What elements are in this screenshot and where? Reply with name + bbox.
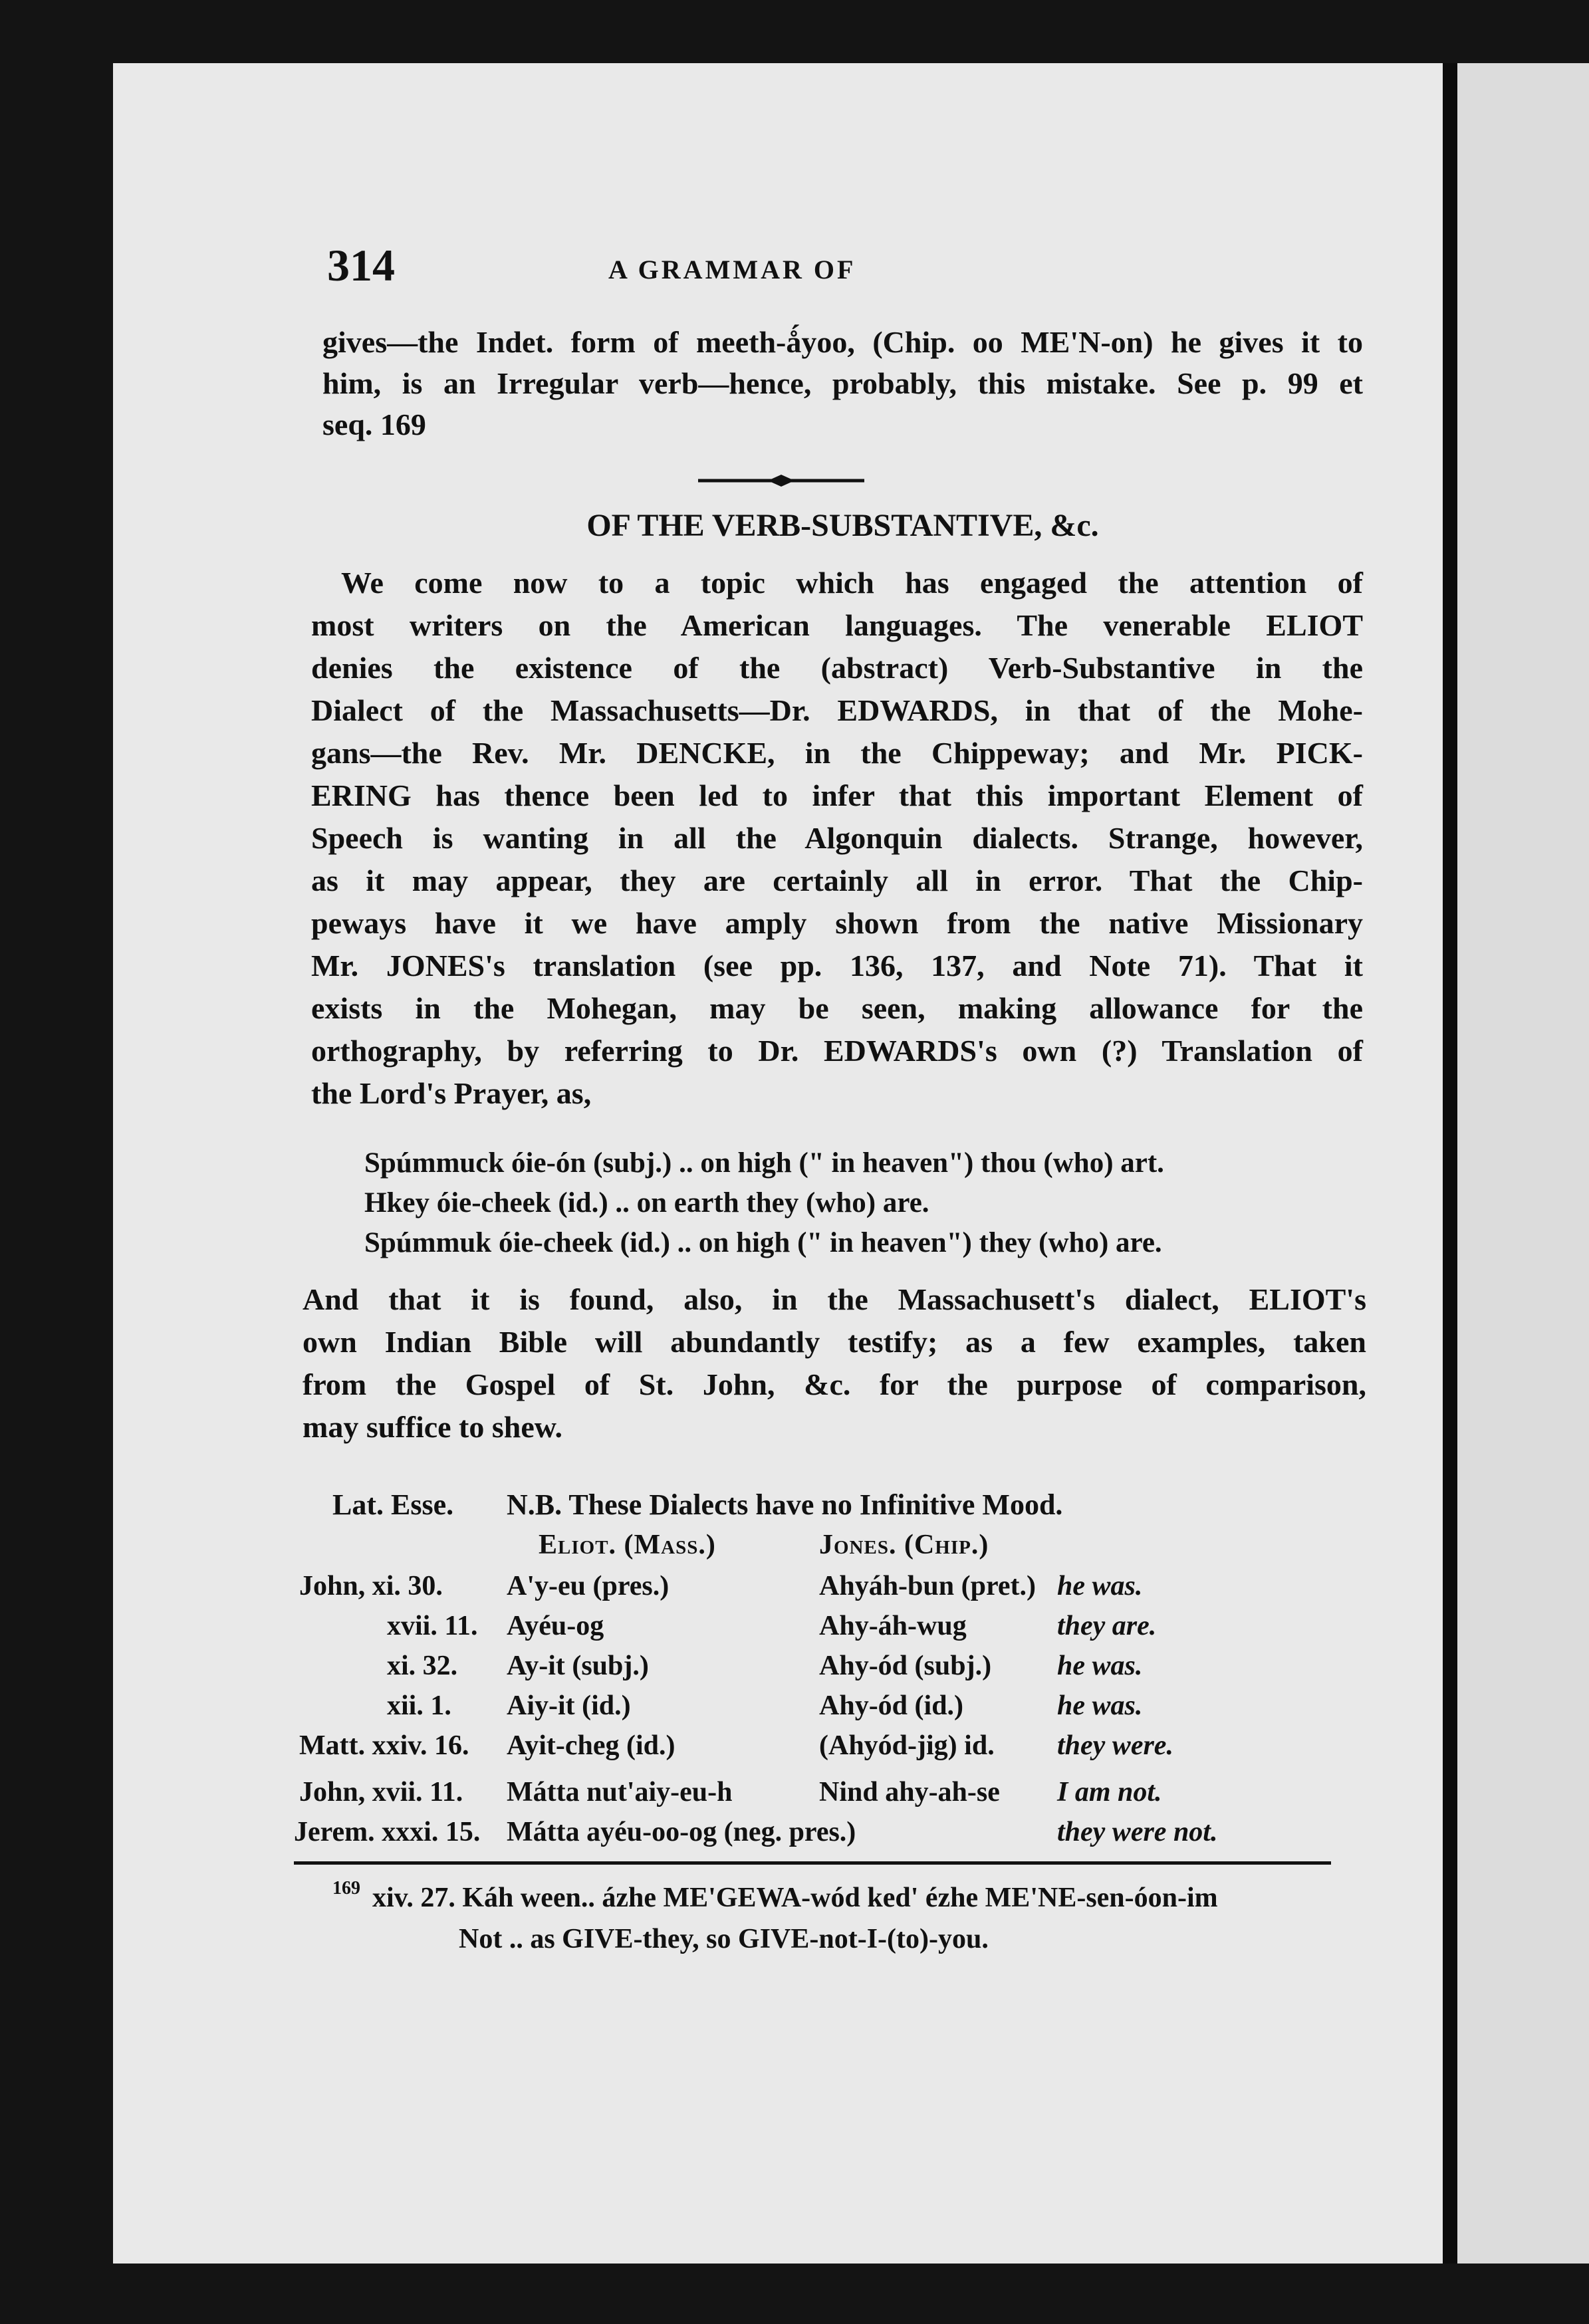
row-english: they were not. [1057, 1817, 1218, 1847]
row-jones: Ahy-ód (subj.) [819, 1651, 992, 1681]
example-line: Hkey óie-cheek (id.) .. on earth they (who) are. [364, 1187, 929, 1219]
paragraph-line: may suffice to shew. [303, 1410, 562, 1444]
intro-line: him, is an Irregular verb—hence, probably, this mistake. See p. 99 et [322, 366, 1363, 400]
paragraph-line: from the Gospel of St. John, &c. for the purpose of comparison, [303, 1367, 1366, 1401]
paragraph-line: as it may appear, they are certainly all in error. That the Chip- [311, 864, 1363, 897]
paragraph-line: Speech is wanting in all the Algonquin dialects. Strange, however, [311, 821, 1363, 855]
row-eliot: Ayéu-og [507, 1611, 604, 1641]
paragraph-line: the Lord's Prayer, as, [311, 1076, 592, 1110]
paragraph-line: ERING has thence been led to infer that this important Element of [311, 778, 1363, 812]
row-jones: (Ahyód-jig) id. [819, 1730, 995, 1761]
row-reference: xvii. 11. [387, 1611, 478, 1641]
example-line: Spúmmuck óie-ón (subj.) .. on high (" in heaven") thou (who) art. [364, 1147, 1164, 1179]
paragraph-line: We come now to a topic which has engaged the attention of [341, 566, 1363, 600]
book-spine-shadow [1443, 63, 1457, 2264]
book-page [113, 63, 1443, 2264]
table-note: N.B. These Dialects have no Infinitive Mood. [507, 1488, 1063, 1521]
column-header-eliot: Eliot. (Mass.) [539, 1530, 716, 1560]
row-jones: Ahy-ód (id.) [819, 1690, 964, 1721]
paragraph-line: peways have it we have amply shown from the native Missionary [311, 906, 1363, 940]
row-eliot: Mátta nut'aiy-eu-h [507, 1777, 733, 1807]
ornament-divider [698, 474, 864, 487]
row-english: they are. [1057, 1611, 1157, 1641]
paragraph-2 [303, 1280, 1366, 1459]
footnote [332, 1878, 1370, 1971]
footnote-line: Not .. as GIVE-they, so GIVE-not-I-(to)-you. [459, 1924, 989, 1954]
column-header-jones: Jones. (Chip.) [819, 1530, 989, 1560]
row-eliot: Mátta ayéu-oo-og (neg. pres.) [507, 1817, 856, 1847]
intro-line: gives—the Indet. form of meeth-ǻyoo, (Chip. oo ME'N-on) he gives it to [322, 325, 1363, 359]
prayer-examples [364, 1143, 1362, 1276]
row-english: they were. [1057, 1730, 1173, 1761]
row-reference: Matt. xxiv. 16. [299, 1730, 469, 1761]
row-reference: xi. 32. [387, 1651, 458, 1681]
running-title: A GRAMMAR OF [608, 255, 856, 285]
row-jones: Ahy-áh-wug [819, 1611, 967, 1641]
footnote-line: xiv. 27. Káh ween.. ázhe ME'GEWA-wód ked' ézhe ME'NE-sen-óon-im [372, 1883, 1218, 1913]
row-eliot: A'y-eu (pres.) [507, 1571, 670, 1601]
paragraph-line: And that it is found, also, in the Massachusett's dialect, ELIOT's [303, 1282, 1366, 1316]
row-english: he was. [1057, 1651, 1143, 1681]
table-lat-label: Lat. Esse. [332, 1488, 454, 1521]
row-jones: Ahyáh-bun (pret.) [819, 1571, 1036, 1601]
paragraph-line: denies the existence of the (abstract) Verb-Substantive in the [311, 651, 1363, 685]
paragraph-line: most writers on the American languages. The venerable ELIOT [311, 608, 1363, 642]
diamond-rule-icon [698, 474, 864, 487]
row-jones: Nind ahy-ah-se [819, 1777, 1000, 1807]
row-eliot: Ayit-cheg (id.) [507, 1730, 675, 1761]
intro-line: seq. 169 [322, 407, 426, 441]
intro-block [322, 322, 1363, 455]
footnote-marker: 169 [332, 1878, 360, 1899]
row-english: he was. [1057, 1571, 1143, 1601]
paragraph-line: orthography, by referring to Dr. EDWARDS's own (?) Translation of [311, 1034, 1363, 1068]
page-number: 314 [327, 240, 395, 290]
row-reference: Jerem. xxxi. 15. [294, 1817, 481, 1847]
paragraph-line: own Indian Bible will abundantly testify; as a few examples, taken [303, 1325, 1366, 1359]
row-english: I am not. [1057, 1777, 1162, 1807]
row-reference: John, xvii. 11. [299, 1777, 463, 1807]
example-line: Spúmmuk óie-cheek (id.) .. on high (" in heaven") they (who) are. [364, 1227, 1162, 1258]
paragraph-line: Mr. JONES's translation (see pp. 136, 137, and Note 71). That it [311, 949, 1363, 983]
paragraph-line: gans—the Rev. Mr. DENCKE, in the Chippeway; and Mr. PICK- [311, 736, 1363, 770]
paragraph-line: Dialect of the Massachusetts—Dr. EDWARDS, in that of the Mohe- [311, 693, 1363, 727]
row-reference: John, xi. 30. [299, 1571, 443, 1601]
paragraph-1 [311, 563, 1363, 1148]
section-heading: OF THE VERB-SUBSTANTIVE, &c. [586, 508, 1099, 543]
row-eliot: Aiy-it (id.) [507, 1690, 631, 1721]
paragraph-line: exists in the Mohegan, may be seen, making allowance for the [311, 991, 1363, 1025]
row-eliot: Ay-it (subj.) [507, 1651, 649, 1681]
footnote-rule [294, 1861, 1331, 1865]
row-reference: xii. 1. [387, 1690, 451, 1721]
row-english: he was. [1057, 1690, 1143, 1721]
